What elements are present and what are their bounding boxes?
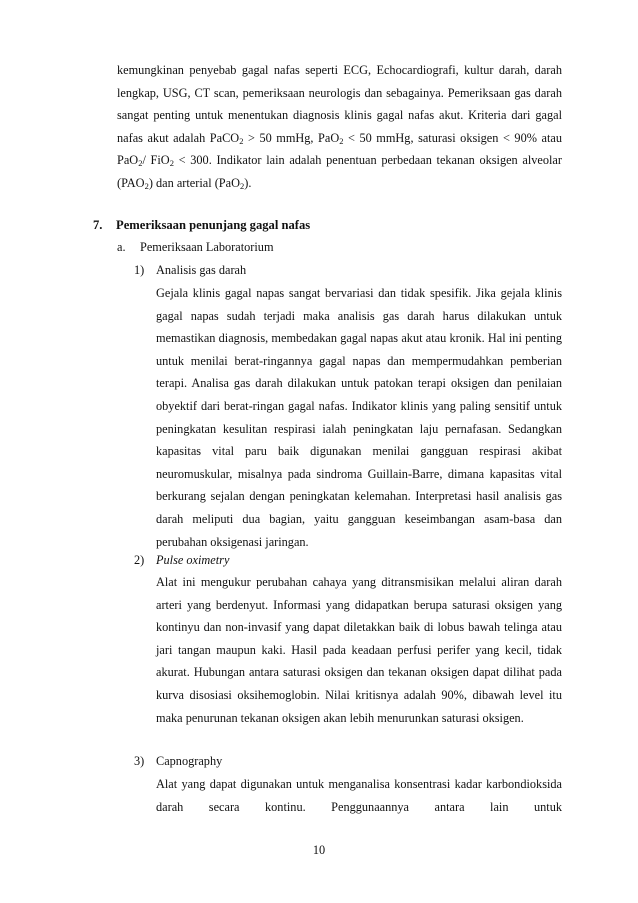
intro-subscript-2: 2 [339, 135, 344, 146]
intro-text-2: > 50 mmHg, PaO [243, 130, 340, 145]
intro-text-5: < 300. Indikator lain adalah penentuan perbedaan tekanan oksigen alveolar (PAO [117, 153, 562, 190]
item-title-1: Analisis gas darah [156, 263, 247, 277]
intro-subscript-1: 2 [239, 135, 244, 146]
item-body-3: Alat yang dapat digunakan untuk menganalisa konsentrasi kadar karbondioksida darah secara kontinu. Penggunaannya antara lain untuk [156, 777, 562, 814]
item-title-2: Pulse oximetry [156, 553, 230, 567]
section-title: Pemeriksaan penunjang gagal nafas [116, 218, 311, 232]
item-body-1: Gejala klinis gagal napas sangat bervariasi dan tidak spesifik. Jika gejala klinis gagal napas sudah terjadi maka analisis gas darah harus dilakukan untuk memastikan diagnosis, membedakan gagal napas akut atau kronik. Hal ini penting untuk menilai berat-ringannya gagal napas dan mempermudahkan pemberian terapi. Analisa gas darah dilakukan untuk patokan terapi oksigen dan penilaian obyektif dari berat-ringan gagal nafas. Indikator klinis yang paling sensitif untuk peningkatan kesulitan respirasi ialah peningkatan laju pernafasan. Sedangkan kapasitas vital paru baik digunakan menilai gangguan respirasi akibat neuromuskular, misalnya pada sindroma Guillain-Barre, dimana kapasitas vital berkurang sejalan dengan peningkatan kelemahan. Interpretasi hasil analisis gas darah meliputi dua bagian, yaitu gangguan keseimbangan asam-basa dan perubahan oksigenasi jaringan. [156, 286, 562, 549]
item-label-3: 3) [134, 754, 145, 768]
page-number: 10 [312, 843, 326, 857]
intro-paragraph [117, 59, 562, 195]
intro-text-7: ). [244, 175, 252, 190]
subsection-title: Pemeriksaan Laboratorium [140, 240, 274, 254]
intro-text-6: ) dan arterial (PaO [148, 175, 240, 190]
intro-text-4: / FiO [142, 153, 170, 168]
item-body-2: Alat ini mengukur perubahan cahaya yang ditransmisikan melalui aliran darah arteri yang berdenyut. Informasi yang didapatkan berupa saturasi oksigen yang kontinyu dan non-invasif yang dapat diletakkan baik di lobus bawah telinga atau jari tangan maupun kaki. Hasil pada keadaan perfusi perifer yang kecil, tidak akurat. Hubungan antara saturasi oksigen dan tekanan oksigen dapat dilihat pada kurva disosiasi oksihemoglobin. Nilai kritisnya adalah 90%, dibawah level itu maka penurunan tekanan oksigen akan lebih menurunkan saturasi oksigen. [156, 575, 562, 725]
item-heading-3 [134, 751, 222, 771]
subsection-heading [117, 237, 274, 257]
intro-text-1: kemungkinan penyebab gagal nafas seperti ECG, Echocardiografi, kultur darah, darah lengkap, USG, CT scan, pemeriksaan neurologis dan sebagainya. Pemeriksaan gas darah sangat penting untuk menentukan diagnosis klinis gagal nafas akut. Kriteria dari gagal nafas akut adalah PaCO [117, 63, 562, 145]
intro-subscript-6: 2 [240, 180, 245, 191]
section-heading [93, 215, 310, 235]
item-label-2: 2) [134, 553, 145, 567]
intro-subscript-5: 2 [144, 180, 149, 191]
intro-text-3: < 50 mmHg, saturasi oksigen < 90% atau PaO [117, 130, 562, 168]
item-heading-2 [134, 550, 229, 570]
section-number: 7. [93, 218, 103, 232]
item-title-3: Capnography [156, 754, 223, 768]
subsection-label: a. [117, 240, 126, 254]
intro-subscript-3: 2 [138, 158, 143, 169]
intro-subscript-4: 2 [169, 158, 174, 169]
item-label-1: 1) [134, 263, 145, 277]
item-heading-1 [134, 260, 246, 280]
